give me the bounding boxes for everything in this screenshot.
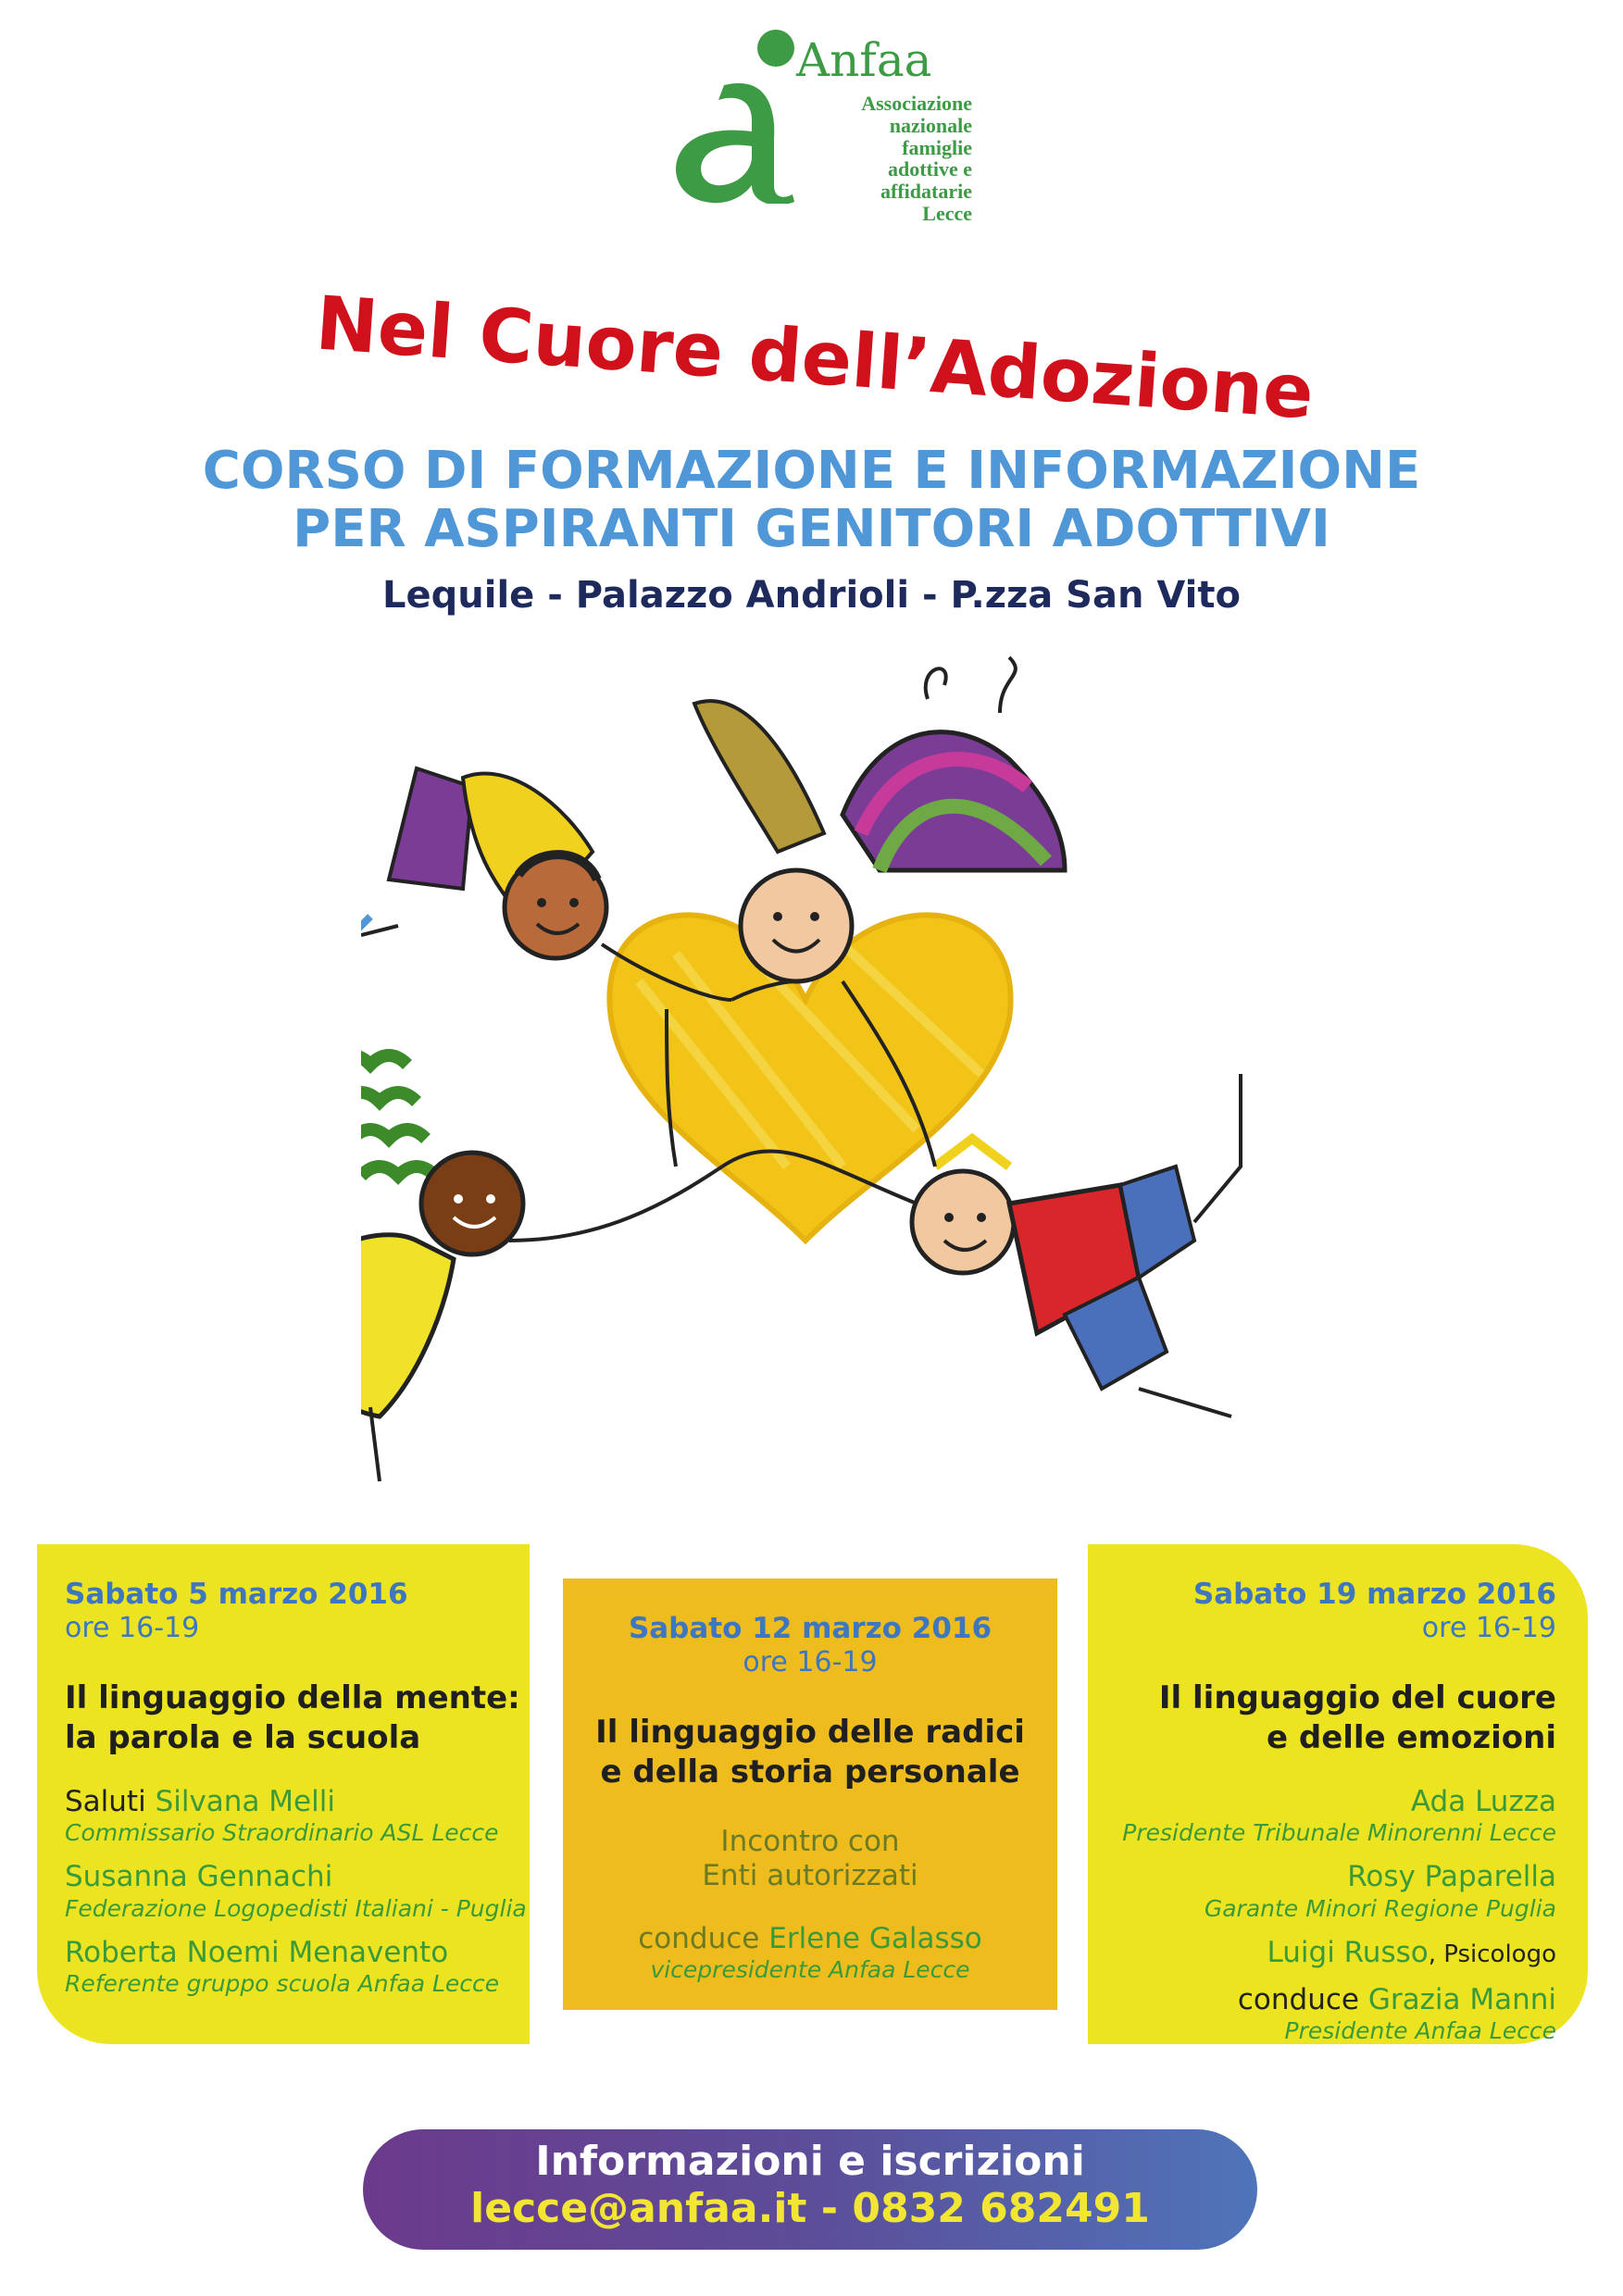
logo-line: adottive e: [887, 157, 972, 181]
event-topic-line: Il linguaggio delle radici: [595, 1714, 1025, 1752]
event-card-march-19: [1088, 1544, 1588, 2044]
speaker-role: vicepresidente Anfaa Lecce: [650, 1955, 970, 1983]
event-topic: [65, 1678, 530, 1757]
speaker-name: Roberta Noemi Menavento: [65, 1935, 449, 1969]
event-topic-line: Il linguaggio della mente:: [65, 1679, 520, 1717]
event-location: Lequile - Palazzo Andrioli - P.zza San Vito: [382, 574, 1241, 617]
event-date: Sabato 5 marzo 2016: [65, 1578, 408, 1611]
speaker: [65, 1860, 530, 1922]
event-topic-line: e delle emozioni: [1266, 1718, 1556, 1756]
event-card-march-5: [37, 1544, 530, 2044]
speaker: [65, 1936, 530, 1998]
speaker-name: Susanna Gennachi: [65, 1860, 333, 1894]
subtitle-line-1: CORSO DI FORMAZIONE E INFORMAZIONE: [202, 441, 1421, 501]
anfaa-logo-mark-icon: [667, 28, 805, 204]
speaker-list: [65, 1785, 530, 1998]
meeting-note: [563, 1825, 1057, 1893]
event-time: ore 16-19: [743, 1646, 878, 1679]
speaker-suffix: , Psicologo: [1428, 1940, 1556, 1968]
event-topic-line: la parola e la scuola: [65, 1718, 421, 1756]
speaker-role: Presidente Anfaa Lecce: [1284, 2016, 1556, 2044]
speaker: [65, 1785, 530, 1847]
speaker-prefix: conduce: [1237, 1982, 1359, 2016]
speaker-prefix: Saluti: [65, 1785, 146, 1819]
speaker: [563, 1922, 1057, 1984]
info-banner: [363, 2129, 1257, 2250]
speaker-role: Federazione Logopedisti Italiani - Puglia: [65, 1894, 527, 1922]
anfaa-logo: [667, 28, 972, 241]
speaker: [1088, 1860, 1556, 1922]
children-heart-illustration: [361, 648, 1250, 1518]
speaker: [1088, 1936, 1556, 1970]
subtitle-line-2: PER ASPIRANTI GENITORI ADOTTIVI: [293, 498, 1330, 559]
speaker-role: Commissario Straordinario ASL Lecce: [65, 1819, 499, 1847]
course-subtitle: [0, 443, 1623, 558]
page-title: Nel Cuore dell’Adozione: [313, 280, 1317, 436]
event-date: Sabato 12 marzo 2016: [628, 1612, 993, 1645]
speaker-name: Silvana Melli: [155, 1785, 335, 1819]
logo-name: Anfaa: [796, 33, 932, 87]
speaker-name: Luigi Russo: [1267, 1935, 1429, 1969]
speaker-list: [1088, 1785, 1556, 2045]
speaker-name: Ada Luzza: [1410, 1785, 1556, 1819]
event-time: ore 16-19: [65, 1612, 200, 1645]
event-topic-line: e della storia personale: [600, 1753, 1020, 1791]
speaker-name: Grazia Manni: [1367, 1982, 1556, 2016]
speaker: [1088, 1785, 1556, 1847]
meeting-line: Enti autorizzati: [702, 1859, 918, 1893]
event-time: ore 16-19: [1421, 1612, 1556, 1645]
speaker-name: Rosy Paparella: [1347, 1860, 1556, 1894]
logo-line: affidatarie: [880, 180, 972, 203]
speaker-list: [563, 1825, 1057, 1984]
event-topic: [563, 1713, 1057, 1791]
event-date: Sabato 19 marzo 2016: [1192, 1578, 1556, 1611]
event-card-march-12: [563, 1578, 1057, 2010]
speaker-name: Erlene Galasso: [768, 1921, 982, 1955]
speaker-role: Presidente Tribunale Minorenni Lecce: [1122, 1819, 1556, 1847]
meeting-line: Incontro con: [720, 1825, 900, 1859]
info-title: Informazioni e iscrizioni: [535, 2138, 1085, 2185]
logo-line: Lecce: [922, 201, 972, 225]
speaker: [1088, 1983, 1556, 2045]
logo-subtitle: [787, 93, 972, 225]
speaker-role: Referente gruppo scuola Anfaa Lecce: [65, 1969, 500, 1997]
event-topic: [1088, 1678, 1556, 1757]
speaker-role: Garante Minori Regione Puglia: [1204, 1894, 1556, 1922]
contact-link[interactable]: lecce@anfaa.it - 0832 682491: [470, 2184, 1150, 2232]
logo-line: famiglie: [902, 135, 972, 159]
speaker-prefix: conduce: [638, 1921, 760, 1955]
logo-line: nazionale: [889, 113, 972, 137]
event-topic-line: Il linguaggio del cuore: [1158, 1679, 1556, 1717]
logo-line: Associazione: [861, 92, 972, 115]
